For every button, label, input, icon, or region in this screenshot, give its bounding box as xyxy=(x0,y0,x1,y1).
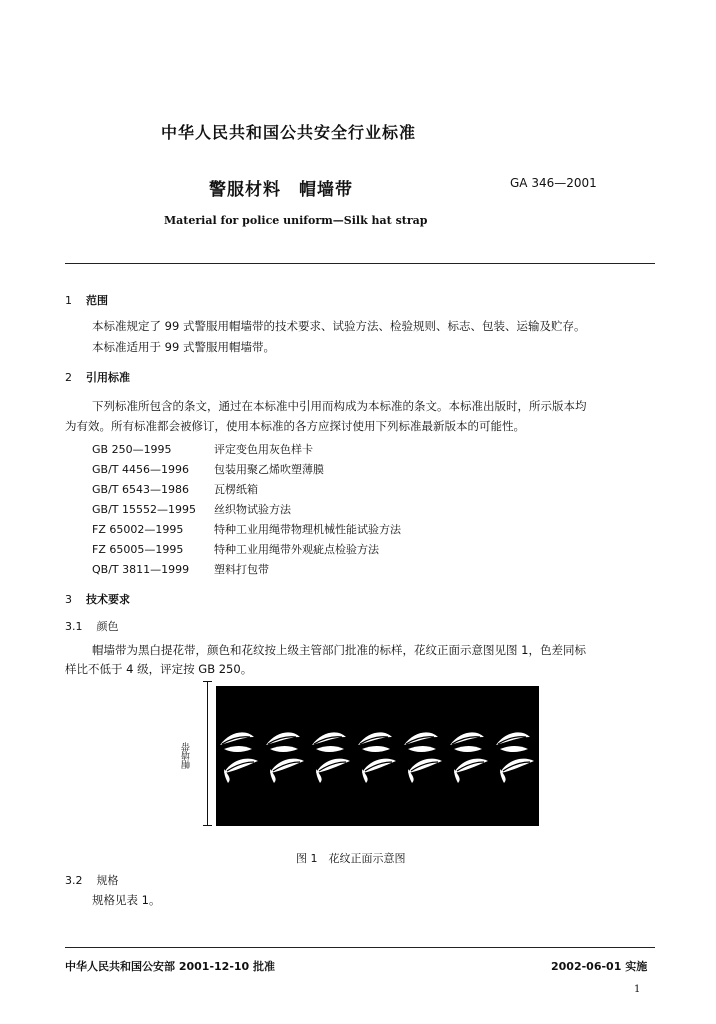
section-3-2-paragraph: 规格见表 1。 xyxy=(92,893,161,907)
section-3-1-paragraph-line-1: 帽墙带为黑白提花带，颜色和花纹按上级主管部门批准的标样，花纹正面示意图见图 1，色差同标 xyxy=(92,643,586,657)
dimension-tick-bottom xyxy=(203,825,212,826)
reference-item xyxy=(92,461,324,477)
reference-code: GB 250—1995 xyxy=(92,443,172,456)
reference-name: 瓦楞纸箱 xyxy=(214,483,258,496)
approval-statement: 中华人民共和国公安部 2001-12-10 批准 xyxy=(65,960,276,973)
reference-item xyxy=(92,441,313,457)
section-1-paragraph-1: 本标准规定了 99 式警服用帽墙带的技术要求、试验方法、检验规则、标志、包装、运输及贮存。 xyxy=(92,319,586,333)
section-3-heading xyxy=(65,591,130,607)
section-3-2-number: 3.2 xyxy=(65,874,83,887)
reference-item xyxy=(92,541,379,557)
section-1-heading xyxy=(65,292,108,308)
footer-rule xyxy=(65,947,655,948)
section-3-1-paragraph-line-2: 样比不低于 4 级，评定按 GB 250。 xyxy=(65,662,253,676)
hat-strap-pattern-figure xyxy=(216,681,539,826)
section-3-number: 3 xyxy=(65,593,72,606)
section-3-1-number: 3.1 xyxy=(65,620,83,633)
section-3-2-heading xyxy=(65,872,119,888)
reference-code: GB/T 4456—1996 xyxy=(92,463,189,476)
reference-name: 塑料打包带 xyxy=(214,563,269,576)
section-3-1-heading xyxy=(65,618,119,634)
section-3-1-title: 颜色 xyxy=(96,620,119,633)
section-1-paragraph-2: 本标准适用于 99 式警服用帽墙带。 xyxy=(92,340,275,354)
reference-item xyxy=(92,501,291,517)
reference-item xyxy=(92,481,258,497)
section-2-paragraph-line-2: 为有效。所有标准都会被修订，使用本标准的各方应探讨使用下列标准最新版本的可能性。 xyxy=(65,419,525,433)
reference-item xyxy=(92,521,401,537)
reference-name: 特种工业用绳带物理机械性能试验方法 xyxy=(214,523,401,536)
page-number: 1 xyxy=(634,984,641,995)
reference-code: GB/T 15552—1995 xyxy=(92,503,196,516)
reference-item xyxy=(92,561,269,577)
reference-name: 特种工业用绳带外观疵点检验方法 xyxy=(214,543,379,556)
reference-code: FZ 65005—1995 xyxy=(92,543,184,556)
section-1-title: 范围 xyxy=(86,294,108,307)
section-1-number: 1 xyxy=(65,294,72,307)
leaf-pattern-graphic xyxy=(216,681,539,826)
section-3-2-title: 规格 xyxy=(96,874,119,887)
section-2-paragraph-line-1: 下列标准所包含的条文，通过在本标准中引用而构成为本标准的条文。本标准出版时，所示版本均 xyxy=(92,399,587,413)
reference-name: 包装用聚乙烯吹塑薄膜 xyxy=(214,463,324,476)
reference-code: GB/T 6543—1986 xyxy=(92,483,189,496)
issuing-category: 中华人民共和国公共安全行业标准 xyxy=(161,123,417,142)
width-dimension-line xyxy=(207,681,208,826)
section-2-title: 引用标准 xyxy=(86,371,130,384)
reference-code: QB/T 3811—1999 xyxy=(92,563,190,576)
header-rule xyxy=(65,263,655,264)
reference-code: FZ 65002—1995 xyxy=(92,523,184,536)
section-3-title: 技术要求 xyxy=(86,593,130,606)
english-title: Material for police uniform—Silk hat strap xyxy=(164,214,428,227)
reference-name: 评定变色用灰色样卡 xyxy=(214,443,313,456)
section-2-heading xyxy=(65,369,130,385)
document-title: 警服材料 帽墙带 xyxy=(209,180,353,200)
width-dimension-label: 帽墙带 xyxy=(182,742,192,769)
standard-number: GA 346—2001 xyxy=(510,176,597,190)
figure-caption: 图 1 花纹正面示意图 xyxy=(296,852,406,865)
reference-name: 丝织物试验方法 xyxy=(214,503,291,516)
dimension-tick-top xyxy=(203,681,212,682)
section-2-number: 2 xyxy=(65,371,72,384)
implementation-date: 2002-06-01 实施 xyxy=(551,960,648,973)
